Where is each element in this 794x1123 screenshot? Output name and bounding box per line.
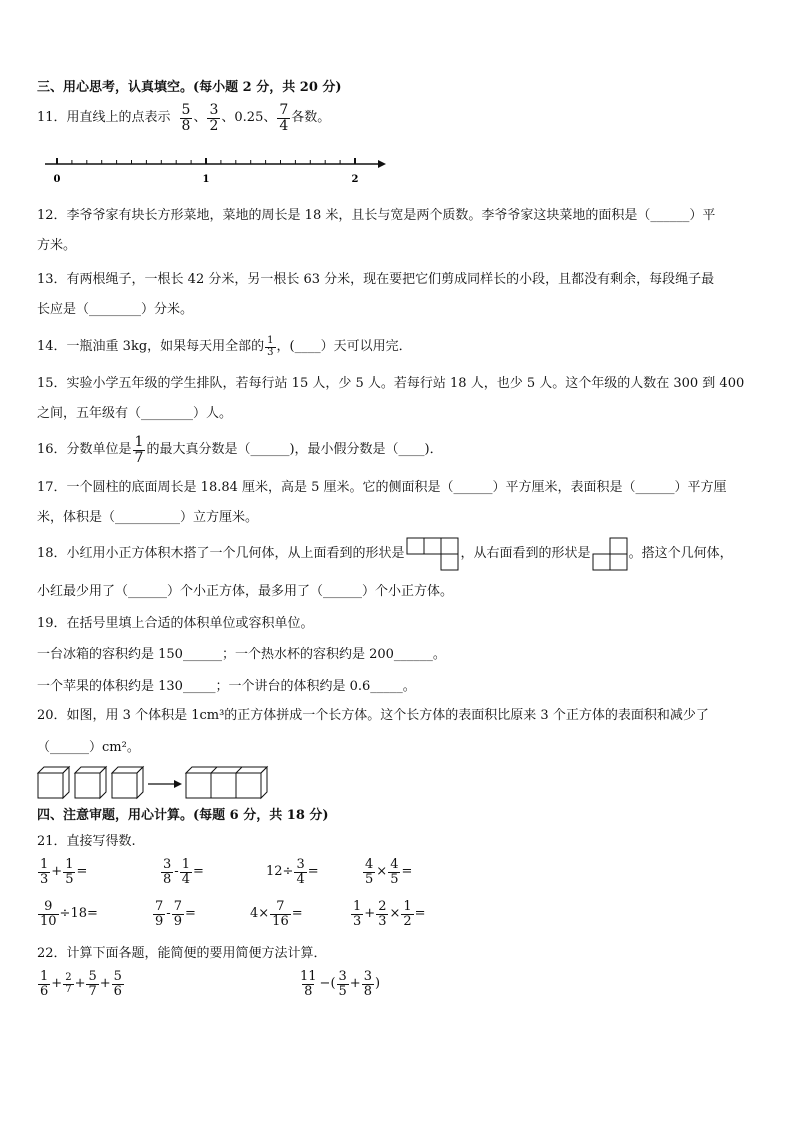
q18-line-2: 小红最少用了（______）个小正方体，最多用了（______）个小正方体。 [37, 584, 454, 599]
q21-item-2: $\frac{3}{8}$ - $\frac{1}{4}$ = [163, 857, 204, 887]
q21-item-4: $\frac{4}{5}$ × $\frac{4}{5}$ = [365, 857, 413, 887]
question-11: 11．用直线上的点表示 $\frac{5}{8}$ 、 $\frac{3}{2}$ 、0.25、 $\frac{7}{4}$ 各数。 [37, 101, 331, 134]
q22-title: 22．计算下面各题，能简便的要用简便方法计算． [37, 946, 327, 961]
question-14: 14．一瓶油重 3kg，如果每天用全部的 $\frac{1}{3}$ ，(____）天可以用完． [37, 335, 412, 358]
q21-item-1: $\frac{1}{3}$ + $\frac{1}{5}$ = [40, 857, 88, 887]
section-4-title: 四、注意审题，用心计算。(每题 6 分，共 18 分) [37, 808, 329, 823]
q12-line-1: 12．李爷爷家有块长方形菜地，菜地的周长是 18 米，且长与宽是两个质数。李爷爷家这块菜地的面积是（______）平 [37, 208, 716, 223]
q15-line-2: 之间，五年级有（________）人。 [37, 406, 233, 421]
q13-line-1: 13．有两根绳子，一根长 42 分米，另一根长 63 分米，现在要把它们剪成同样长的小段，且都没有剩余，每段绳子最 [37, 272, 715, 287]
q19-line-2: 一台冰箱的容积约是 150______；一个热水杯的容积约是 200______。 [37, 647, 446, 662]
q21-item-6: $\frac{7}{9}$ - $\frac{7}{9}$ = [155, 899, 196, 929]
q20-line-1: 20．如图，用 3 个体积是 1cm³的正方体拼成一个长方体。这个长方体的表面积比原来 3 个正方体的表面积和减少了 [37, 708, 709, 723]
section-3-title: 三、用心思考，认真填空。(每小题 2 分，共 20 分) [37, 80, 342, 95]
q11-fraction-3: $\frac{7}{4}$ [279, 101, 289, 134]
q16-fraction: $\frac{1}{7}$ [134, 433, 144, 466]
tick-label-2: 2 [351, 174, 359, 185]
q17-line-1: 17．一个圆柱的底面周长是 18.84 厘米，高是 5 厘米。它的侧面积是（______）平方厘米，表面积是（______）平方厘 [37, 480, 727, 495]
q13-line-2: 长应是（________）分米。 [37, 302, 194, 317]
q11-text: 11．用直线上的点表示 [37, 110, 171, 126]
question-18: 18．小红用小正方体积木搭了一个几何体，从上面看到的形状是 ，从右面看到的形状是 。搭这个几何体， [37, 536, 733, 572]
q19-line-3: 一个苹果的体积约是 130_____；一个讲台的体积约是 0.6_____。 [37, 679, 416, 694]
number-line [40, 150, 390, 186]
q21-item-5: $\frac{9}{10}$ ÷18= [40, 899, 98, 929]
q19-line-1: 19．在括号里填上合适的体积单位或容积单位。 [37, 616, 314, 631]
q22-expression-2: $\frac{11}{8}$ −( $\frac{3}{5}$ + $\frac{3}{8}$ ) [300, 969, 381, 999]
top-view-figure [406, 537, 460, 571]
right-view-figure [592, 537, 628, 571]
q20-line-2: （______）cm²。 [37, 740, 140, 755]
tick-label-0: 0 [53, 174, 61, 185]
q11-fraction-1: $\frac{5}{8}$ [181, 101, 191, 134]
cubes-figure [36, 764, 276, 804]
q11-fraction-2: $\frac{3}{2}$ [209, 101, 219, 134]
tick-label-1: 1 [202, 174, 210, 185]
q22-expression-1: $\frac{1}{6}$ + $\frac{2}{7}$ + $\frac{5}{7}$ + $\frac{5}{6}$ [40, 969, 122, 999]
q21-item-3: 12÷ $\frac{3}{4}$ = [266, 857, 319, 887]
q17-line-2: 米，体积是（__________）立方厘米。 [37, 510, 259, 525]
q12-line-2: 方米。 [37, 238, 77, 253]
q15-line-1: 15．实验小学五年级的学生排队，若每行站 15 人，少 5 人。若每行站 18 人，也少 5 人。这个年级的人数在 300 到 400 [37, 376, 745, 391]
q21-item-8: $\frac{1}{3}$ + $\frac{2}{3}$ × $\frac{1}{2}$ = [353, 899, 426, 929]
question-16: 16．分数单位是 $\frac{1}{7}$ 的最大真分数是（______)，最小假分数是（____)． [37, 433, 443, 466]
q21-item-7: 4× $\frac{7}{16}$ = [250, 899, 303, 929]
q14-fraction: $\frac{1}{3}$ [267, 335, 274, 358]
q21-title: 21．直接写得数. [37, 834, 136, 849]
